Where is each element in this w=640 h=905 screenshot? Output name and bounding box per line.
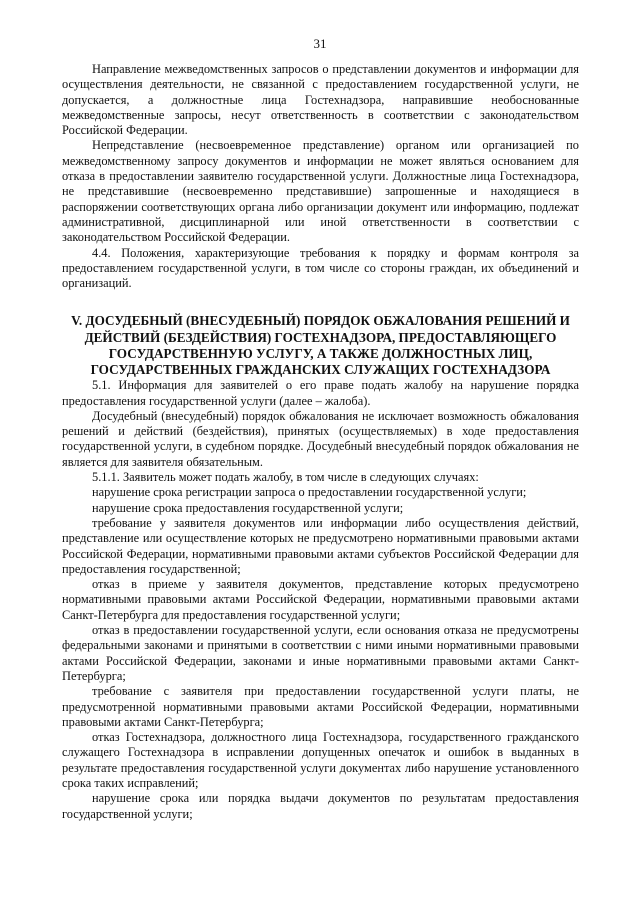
- list-item: нарушение срока регистрации запроса о предоставлении государственной услуги;: [92, 485, 527, 500]
- paragraph-pretrial-procedure: Досудебный (внесудебный) порядок обжалования не исключает возможность обжалования решений и действий (бездействия), принятых (осуществляемых) в ходе предоставления государственной услуги, в судебном порядке. Досудебный внесудебный порядок обжалования не является для заявителя обязательным.: [62, 408, 579, 469]
- paragraph-5-1-1: 5.1.1. Заявитель может подать жалобу, в том числе в следующих случаях:: [92, 470, 479, 485]
- list-item: требование у заявителя документов или информации либо осуществления действий, представление или осуществление которых не предусмотрено нормативными правовыми актами Российской Федерации, нормативными правовыми актами субъектов Российской Федерации для предоставления государственной;: [62, 515, 579, 576]
- paragraph-non-submission: Непредставление (несвоевременное представление) органом или организацией по межведомственному запросу документов и информации не может являться основанием для отказа в предоставлении заявителю государственной услуги. Должностные лица Гостехнадзора, не представившие (несвоевременно представившие) запрошенные и находящиеся в распоряжении соответствующих органа либо организации документ или информацию, подлежат административной, дисциплинарной или иной ответственности в соответствии с законодательством Российской Федерации.: [62, 138, 579, 245]
- paragraph-5-1: 5.1. Информация для заявителей о его праве подать жалобу на нарушение порядка предоставления государственной услуги (далее – жалоба).: [62, 378, 579, 408]
- document-body: [62, 62, 579, 822]
- list-item: нарушение срока или порядка выдачи документов по результатам предоставления государственной услуги;: [62, 791, 579, 821]
- list-item: отказ в предоставлении государственной услуги, если основания отказа не предусмотрены федеральными законами и принятыми в соответствии с ними иными нормативными правовыми актами Российской Федерации, законами и иные нормативными правовыми актами Санкт-Петербурга;: [62, 623, 579, 683]
- paragraph-control-provisions: 4.4. Положения, характеризующие требования к порядку и формам контроля за предоставлением государственной услуги, в том числе со стороны граждан, их объединений и организаций.: [62, 245, 579, 291]
- list-item: нарушение срока предоставления государственной услуги;: [92, 500, 404, 515]
- list-item: отказ Гостехнадзора, должностного лица Гостехнадзора, государственного гражданского служащего Гостехнадзора в исправлении допущенных опечаток и ошибок в выданных в результате предоставления государственной услуги документах либо нарушение установленного срока таких исправлений;: [62, 730, 579, 790]
- paragraph-interagency-requests: Направление межведомственных запросов о представлении документов и информации для осуществления деятельности, не связанной с предоставлением государственной услуги, не допускается, а должностные лица Гостехнадзора, направившие необоснованные межведомственные запросы, несут ответственность в соответствии с законодательством Российской Федерации.: [62, 62, 579, 138]
- page-number: 31: [313, 36, 327, 51]
- list-item: отказ в приеме у заявителя документов, представление которых предусмотрено нормативными правовыми актами Российской Федерации, нормативными правовыми актами Санкт-Петербурга для предоставления государственной услуги;: [62, 577, 579, 622]
- list-item: требование с заявителя при предоставлении государственной услуги платы, не предусмотренной нормативными правовыми актами Российской Федерации, нормативными правовыми актами Санкт-Петербурга;: [62, 684, 579, 729]
- section-v-heading: V. ДОСУДЕБНЫЙ (ВНЕСУДЕБНЫЙ) ПОРЯДОК ОБЖАЛОВАНИЯ РЕШЕНИЙ И ДЕЙСТВИЙ (БЕЗДЕЙСТВИЯ) ГОСТЕХНАДЗОРА, ПРЕДОСТАВЛЯЮЩЕГО ГОСУДАРСТВЕННУЮ УСЛУГУ, А ТАКЖЕ ДОЛЖНОСТНЫХ ЛИЦ, ГОСУДАРСТВЕННЫХ ГРАЖДАНСКИХ СЛУЖАЩИХ ГОСТЕХНАДЗОРА: [71, 313, 570, 378]
